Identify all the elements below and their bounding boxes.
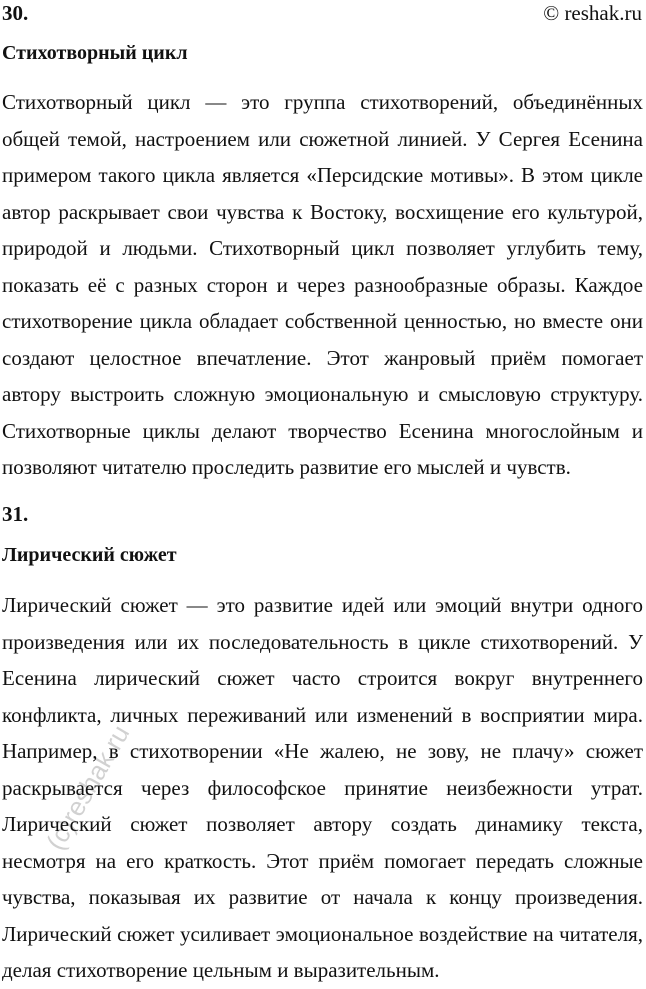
paragraph-line: делая стихотворение цельным и выразительным. (2, 958, 440, 982)
page-header (2, 0, 642, 28)
paragraph-line: автор раскрывает свои чувства к Востоку, восхищение его культурой, (2, 199, 643, 224)
paragraph-line: чувства, показывая их развитие от начала к концу произведения. (2, 885, 643, 909)
section-1-paragraph (2, 84, 643, 486)
paragraph-line: произведения или их последовательность в цикле стихотворений. У (2, 629, 643, 654)
section-title-2: Лирический сюжет (2, 544, 177, 566)
watermark: (c)reshak.ru (40, 719, 136, 855)
copyright-label: © reshak.ru (543, 0, 642, 25)
paragraph-line: показать её с разных сторон и через разнообразные образы. Каждое (2, 272, 643, 297)
task-number-30: 30. (2, 0, 29, 25)
paragraph-line: Лирический сюжет усиливает эмоциональное воздействие на читателя, (2, 921, 643, 946)
paragraph-line: природой и людьми. Стихотворный цикл позволяет углубить тему, (2, 236, 643, 260)
section-title-1: Стихотворный цикл (2, 42, 188, 64)
paragraph-line: раскрывается через философское принятие неизбежности утрат. (2, 775, 643, 800)
paragraph-line: Стихотворные циклы делают творчество Есенина многослойным и (2, 418, 643, 443)
task-number-31: 31. (2, 502, 29, 526)
paragraph-line: создают целостное впечатление. Этот жанровый приём помогает (2, 345, 643, 370)
paragraph-line: стихотворение цикла обладает собственной ценностью, но вместе они (2, 309, 643, 333)
paragraph-line: позволяют читателю проследить развитие его мыслей и чувств. (2, 455, 571, 479)
paragraph-line: автору выстроить сложную эмоциональную и смысловую структуру. (2, 382, 643, 406)
paragraph-line: Лирический сюжет — это развитие идей или эмоций внутри одного (2, 593, 643, 617)
paragraph-line: Лирический сюжет позволяет автору создать динамику текста, (2, 812, 643, 836)
paragraph-line: примером такого цикла является «Персидские мотивы». В этом цикле (2, 163, 643, 187)
paragraph-line: несмотря на его краткость. Этот приём помогает передать сложные (2, 848, 643, 873)
paragraph-line: Например, в стихотворении «Не жалею, не зову, не плачу» сюжет (2, 739, 643, 763)
paragraph-line: общей темой, настроением или сюжетной линией. У Сергея Есенина (2, 126, 643, 151)
paragraph-line: конфликта, личных переживаний или изменений в восприятии мира. (2, 702, 643, 727)
paragraph-line: Есенина лирический сюжет часто строится вокруг внутреннего (2, 666, 643, 690)
paragraph-line: Стихотворный цикл — это группа стихотворений, объединённых (2, 90, 643, 114)
